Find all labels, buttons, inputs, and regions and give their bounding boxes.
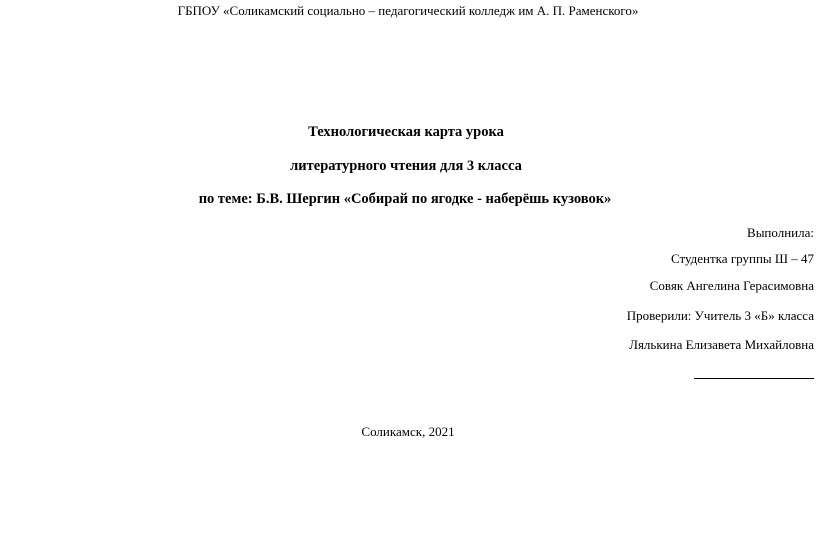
teacher-name: Лялькина Елизавета Михайловна — [629, 337, 814, 352]
checked-by: Проверили: Учитель 3 «Б» класса — [626, 308, 814, 323]
performed-label: Выполнила: — [747, 225, 814, 240]
document-title-line-3: по теме: Б.В. Шергин «Собирай по ягодке - наберёшь кузовок» — [198, 191, 612, 207]
document-title-line-2: литературного чтения для 3 класса — [290, 158, 522, 174]
city-year: Соликамск, 2021 — [361, 424, 455, 439]
document-title-line-1: Технологическая карта урока — [308, 124, 504, 140]
signature-line — [694, 378, 814, 379]
student-name: Совяк Ангелина Герасимовна — [649, 278, 814, 293]
student-group: Студентка группы Ш – 47 — [670, 251, 814, 266]
institution-header: ГБПОУ «Соликамский социально – педагогический колледж им А. П. Раменского» — [177, 3, 639, 18]
